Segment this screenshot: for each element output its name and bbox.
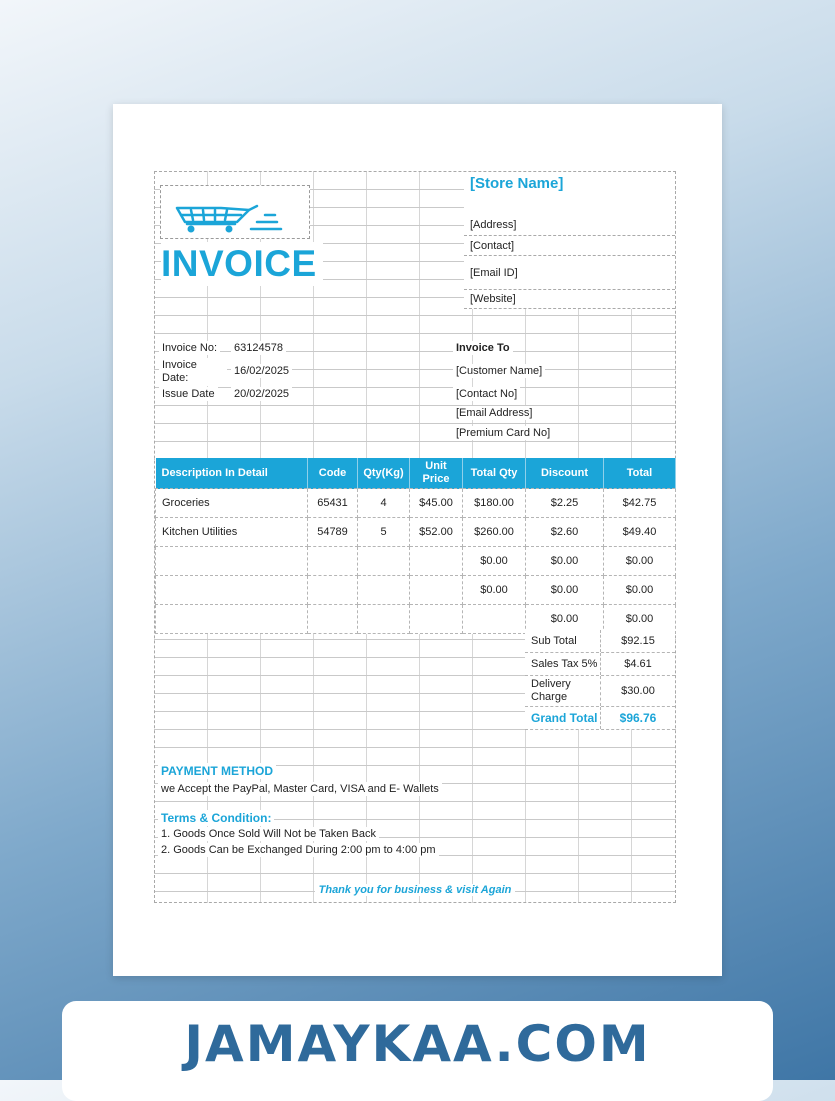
cell-code: 65431 — [308, 489, 358, 518]
store-address: [Address] — [464, 214, 675, 236]
subtotal-label: Sub Total — [525, 630, 601, 652]
cell-code — [308, 576, 358, 605]
thank-you-text: Thank you for business & visit Again — [315, 884, 516, 896]
payment-text: we Accept the PayPal, Master Card, VISA and E- Wallets — [158, 782, 442, 796]
subtotal-value: $92.15 — [621, 635, 655, 647]
subtotal-row — [525, 630, 675, 653]
store-details — [464, 172, 675, 309]
cell-total-qty — [463, 605, 526, 634]
cell-discount: $2.60 — [526, 518, 604, 547]
cell-code: 54789 — [308, 518, 358, 547]
tax-value: $4.61 — [624, 658, 652, 670]
invoice-document — [113, 104, 722, 976]
cell-total-qty: $180.00 — [463, 489, 526, 518]
cell-total: $0.00 — [604, 576, 676, 605]
cell-discount: $2.25 — [526, 489, 604, 518]
cell-total: $49.40 — [604, 518, 676, 547]
delivery-value: $30.00 — [621, 685, 655, 697]
payment-heading: PAYMENT METHOD — [158, 763, 276, 779]
store-contact: [Contact] — [464, 236, 675, 256]
cell-description — [156, 547, 308, 576]
cell-total: $0.00 — [604, 605, 676, 634]
store-website: [Website] — [464, 290, 675, 309]
cell-description: Groceries — [156, 489, 308, 518]
cell-discount: $0.00 — [526, 547, 604, 576]
issue-date-label: Issue Date — [159, 387, 218, 401]
invoice-date-value: 16/02/2025 — [231, 364, 292, 378]
column-header: Code — [308, 458, 358, 489]
logo-frame — [160, 185, 310, 239]
premium-card: [Premium Card No] — [453, 426, 553, 440]
table-row — [156, 547, 676, 576]
invoice-no-label: Invoice No: — [159, 341, 220, 355]
cell-total: $0.00 — [604, 547, 676, 576]
tax-row — [525, 653, 675, 676]
column-header: Unit Price — [410, 458, 463, 489]
invoice-sheet — [154, 171, 676, 903]
cell-discount: $0.00 — [526, 576, 604, 605]
grand-total-value: $96.76 — [619, 711, 657, 725]
issue-date-value: 20/02/2025 — [231, 387, 292, 401]
cell-qty — [358, 605, 410, 634]
shopping-cart-icon — [161, 186, 309, 238]
cell-discount: $0.00 — [526, 605, 604, 634]
thank-you-note — [155, 884, 675, 896]
store-email: [Email ID] — [464, 256, 675, 290]
customer-contact: [Contact No] — [453, 387, 520, 401]
table-row — [156, 489, 676, 518]
cell-description: Kitchen Utilities — [156, 518, 308, 547]
cell-qty: 4 — [358, 489, 410, 518]
totals-summary — [525, 630, 675, 730]
cell-qty: 5 — [358, 518, 410, 547]
cell-code — [308, 547, 358, 576]
cell-total-qty: $260.00 — [463, 518, 526, 547]
customer-name: [Customer Name] — [453, 364, 545, 378]
page-title: INVOICE — [161, 242, 323, 286]
delivery-label: Delivery Charge — [525, 676, 601, 706]
cell-description — [156, 576, 308, 605]
invoice-no-value: 63124578 — [231, 341, 286, 355]
customer-email: [Email Address] — [453, 406, 535, 420]
table-header-row — [156, 458, 676, 489]
store-name: [Store Name] — [470, 175, 564, 192]
tax-label: Sales Tax 5% — [525, 653, 601, 675]
brand-banner — [62, 1001, 773, 1101]
cell-qty — [358, 576, 410, 605]
cell-unit-price: $52.00 — [410, 518, 463, 547]
column-header: Discount — [526, 458, 604, 489]
column-header: Qty(Kg) — [358, 458, 410, 489]
brand-watermark: JAMAYKAA.COM — [184, 1015, 651, 1073]
cell-unit-price — [410, 576, 463, 605]
column-header: Total Qty — [463, 458, 526, 489]
bill-to-heading: Invoice To — [453, 341, 513, 355]
terms-heading: Terms & Condition: — [158, 810, 274, 826]
terms-line-1: 1. Goods Once Sold Will Not be Taken Back — [158, 827, 379, 841]
grand-total-row — [525, 707, 675, 730]
cell-qty — [358, 547, 410, 576]
column-header: Total — [604, 458, 676, 489]
items-table — [155, 458, 676, 634]
cell-unit-price — [410, 605, 463, 634]
grand-total-label: Grand Total — [525, 707, 601, 729]
cell-unit-price: $45.00 — [410, 489, 463, 518]
column-header: Description In Detail — [156, 458, 308, 489]
table-row — [156, 518, 676, 547]
delivery-row — [525, 676, 675, 707]
cell-unit-price — [410, 547, 463, 576]
cell-description — [156, 605, 308, 634]
cell-code — [308, 605, 358, 634]
table-row — [156, 576, 676, 605]
cell-total-qty: $0.00 — [463, 576, 526, 605]
terms-line-2: 2. Goods Can be Exchanged During 2:00 pm to 4:00 pm — [158, 843, 439, 857]
invoice-date-label: Invoice Date: — [159, 358, 227, 386]
cell-total-qty: $0.00 — [463, 547, 526, 576]
cell-total: $42.75 — [604, 489, 676, 518]
